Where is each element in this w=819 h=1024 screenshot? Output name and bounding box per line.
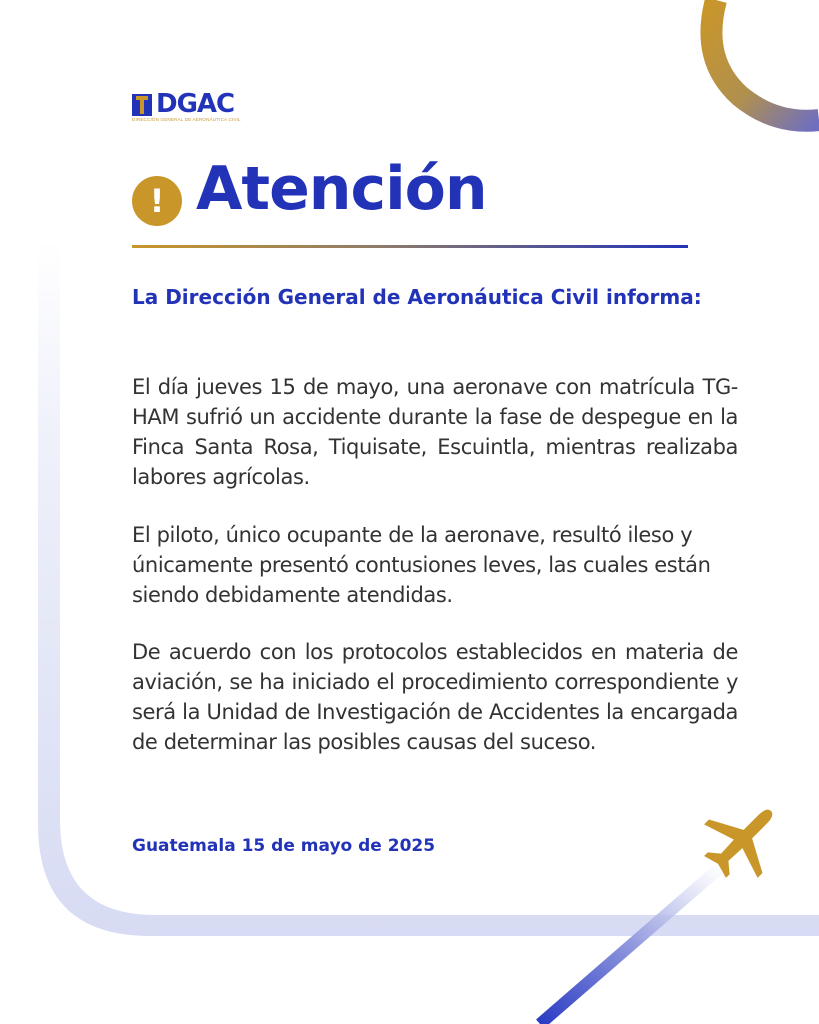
page-title: Atención [196,154,487,224]
logo-text: DGAC [156,89,235,119]
gold-ring [711,0,819,121]
intro-heading: La Dirección General de Aeronáutica Civil informa: [132,285,702,309]
title-divider [132,245,688,248]
paragraph-investigation: De acuerdo con los protocolos establecidos en materia de aviación, se ha iniciado el procedimiento correspondiente y será la Unidad de Investigación de Accidentes la encargada de determinar las posibles causas del suceso. [132,640,738,754]
dgac-logo [132,89,282,122]
flight-trail [540,866,722,1024]
alert-icon: ! [132,176,182,226]
airplane-icon [700,796,786,882]
dgac-logo-mark [132,94,152,116]
logo-subtitle: DIRECCIÓN GENERAL DE AERONÁUTICA CIVIL [132,117,241,122]
footer-date: Guatemala 15 de mayo de 2025 [132,836,436,856]
paragraph-accident: El día jueves 15 de mayo, una aeronave con matrícula TG-HAM sufrió un accidente durante la fase de despegue en la Finca Santa Rosa, Tiquisate, Escuintla, mientras realizaba labores agrícolas. [132,375,738,489]
paragraph-pilot: El piloto, único ocupante de la aeronave, resultó ileso y únicamente presentó contusiones leves, las cuales están siendo debidamente atendidas. [132,523,711,607]
